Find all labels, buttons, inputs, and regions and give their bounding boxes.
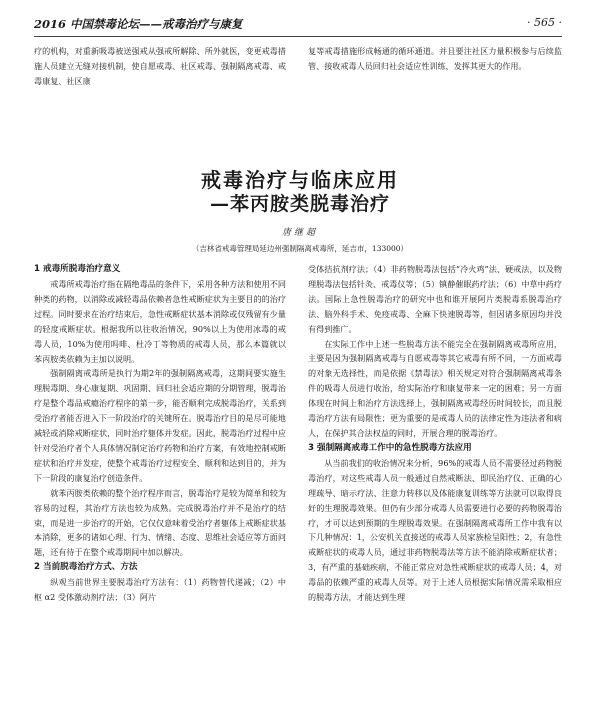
paragraph: 在实际工作中上述一些脱毒方法不能完全在强制隔离戒毒所应用，主要是因为强制隔离戒毒与自愿戒毒等其它戒毒有所不同，一方面戒毒的对象无选择性，而是依据《禁毒法》相关规定对符合强制隔离戒毒条件的吸毒人员进行收治，给实际治疗和康复带来一定的困难；另一方面体现在时间上和治疗方法选择上，强制隔离戒毒经历时间较长，而且脱毒治疗方法有局限性；更为重要的是戒毒人员的法律定性为违法者和病人，在保护其合法权益的同时，开展合理的脱毒治疗。 xyxy=(308,338,562,438)
section-1-heading: 1 戒毒所脱毒治疗意义 xyxy=(34,264,121,274)
article-affiliation: （吉林省戒毒管理局延边州强制隔离戒毒所，延吉市，133000） xyxy=(191,244,409,253)
running-header xyxy=(34,16,562,34)
paragraph: 强制隔离戒毒所是执行为期2年的强制隔离戒毒，这期间要实施生理脱毒期、身心康复期、巩固期、回归社会适应期的分期管理，脱毒治疗是整个毒品戒瘾治疗程序的第一步，能否顺利完成脱毒治疗，关系到受治疗者能否进入下一阶段治疗的关键所在。脱毒治疗目的是尽可能地减轻或消除戒断症状，同时治疗躯体并发症。因此，脱毒治疗过程中应针对受治疗者个人具体情况制定治疗药物和治疗方案，有效地控制戒断症状和治疗并发症，使整个戒毒治疗过程安全、顺利和达到目的，并为下一阶段的康复治疗创造条件。 xyxy=(34,368,286,483)
article-title: 戒毒治疗与临床应用 xyxy=(201,168,399,192)
section-3-heading: 3 强制隔离戒毒工作中的急性脱毒方法应用 xyxy=(308,442,472,453)
paragraph: 就苯丙胺类依赖的整个治疗程序而言，脱毒治疗是较为简单和较为容易的过程，其治疗方法也较为成熟。完成脱毒治疗并不是治疗的结束，而是进一步治疗的开始，它仅仅意味着受治疗者躯体上戒断症状基本消除，更多的诸如心理、行为、情绪、态度、思维社会适应等方面问题，还有待于在整个戒毒期间中加以解决。 xyxy=(34,487,286,558)
section-2-heading: 2 当前脱毒治疗方式、方法 xyxy=(34,562,138,573)
article-author: 唐继超 xyxy=(281,228,318,238)
top-left-continuation xyxy=(34,44,286,102)
paragraph: 戒毒所戒毒治疗指在隔绝毒品的条件下，采用各种方法和使用不同种类的药物，以消除或减轻毒品依赖者急性戒断症状为主要目的的治疗过程。同时要求在治疗结束后，急性戒断症状基本消除或仅残留有少量的轻度戒断症状。根据我所以往收治情况，90%以上为使用冰毒的戒毒人员，10%为使用吗啡、杜冷丁等物质的戒毒人员，那么本篇就以苯丙胺类依赖为主加以说明。 xyxy=(34,279,286,364)
article-subtitle: —苯丙胺类脱毒治疗 xyxy=(209,193,390,215)
top-left-paragraph: 疗的机构，对重新吸毒被送强戒从强戒所解除、所外就医，变更戒毒措施人员建立无缝对接机制，使自愿戒毒、社区戒毒、强制隔离戒毒、戒毒康复、社区康 xyxy=(34,46,286,86)
paragraph: 受体拮抗剂疗法；（4）非药物脱毒法包括“冷火鸡”法、硬戒法，以及物理脱毒法包括针灸、戒毒仪等；（5）镇静催眠药疗法；（6）中草中药疗法。国际上急性脱毒治疗的研究中也和谁开展阿片类脱毒系脱毒治疗法、脑外科手术、免疫戒毒、全麻下快速脱毒等，但因诸多原因均并没有得到推广。 xyxy=(308,264,562,334)
top-right-paragraph: 复等戒毒措施形成畅通的循环通道。并且要注社区力量积极参与后续监管、接收戒毒人员回归社会适应性训练，发挥其更大的作用。 xyxy=(308,46,562,71)
top-right-continuation xyxy=(308,44,562,102)
paragraph: 从当前我们的收治情况来分析，96%的戒毒人员不需要径过药物脱毒治疗，对这些戒毒人员一般通过自然戒断法、即民治疗仪、正确的心理疏导、暗示疗法、注意力转移以及体能康复训练等方法就可以取得良好的生理脱毒效果。但仍有少部分戒毒人员需要进行必要的药物脱毒治疗，才可以达到预期的生理脱毒效果。在强制隔离戒毒所工作中我有以下几种情况：1，公安机关直接送的戒毒人员家族检呈阳性；2，有急性戒断症状的戒毒人员，通过非药物脱毒法等方法不能消除戒断症状者；3，有严重的基础疾病，不能正常应对急性戒断症状的戒毒人员；4，对毒品的依赖严重的戒毒人员等。对于上述人员根据实际情况需采取相应的脱毒方法，才能达到生理 xyxy=(308,457,562,603)
header-rule xyxy=(34,36,562,37)
journal-title: 2016 中国禁毒论坛——戒毒治疗与康复 xyxy=(34,17,243,31)
paragraph: 纵观当前世界主要脱毒治疗方法有：（1）药物替代递减；（2）中枢 α2 受体激动剂疗法；（3）阿片 xyxy=(34,577,286,603)
left-column xyxy=(34,262,286,722)
right-column xyxy=(308,262,562,722)
page-number: · 565 · xyxy=(527,16,562,29)
